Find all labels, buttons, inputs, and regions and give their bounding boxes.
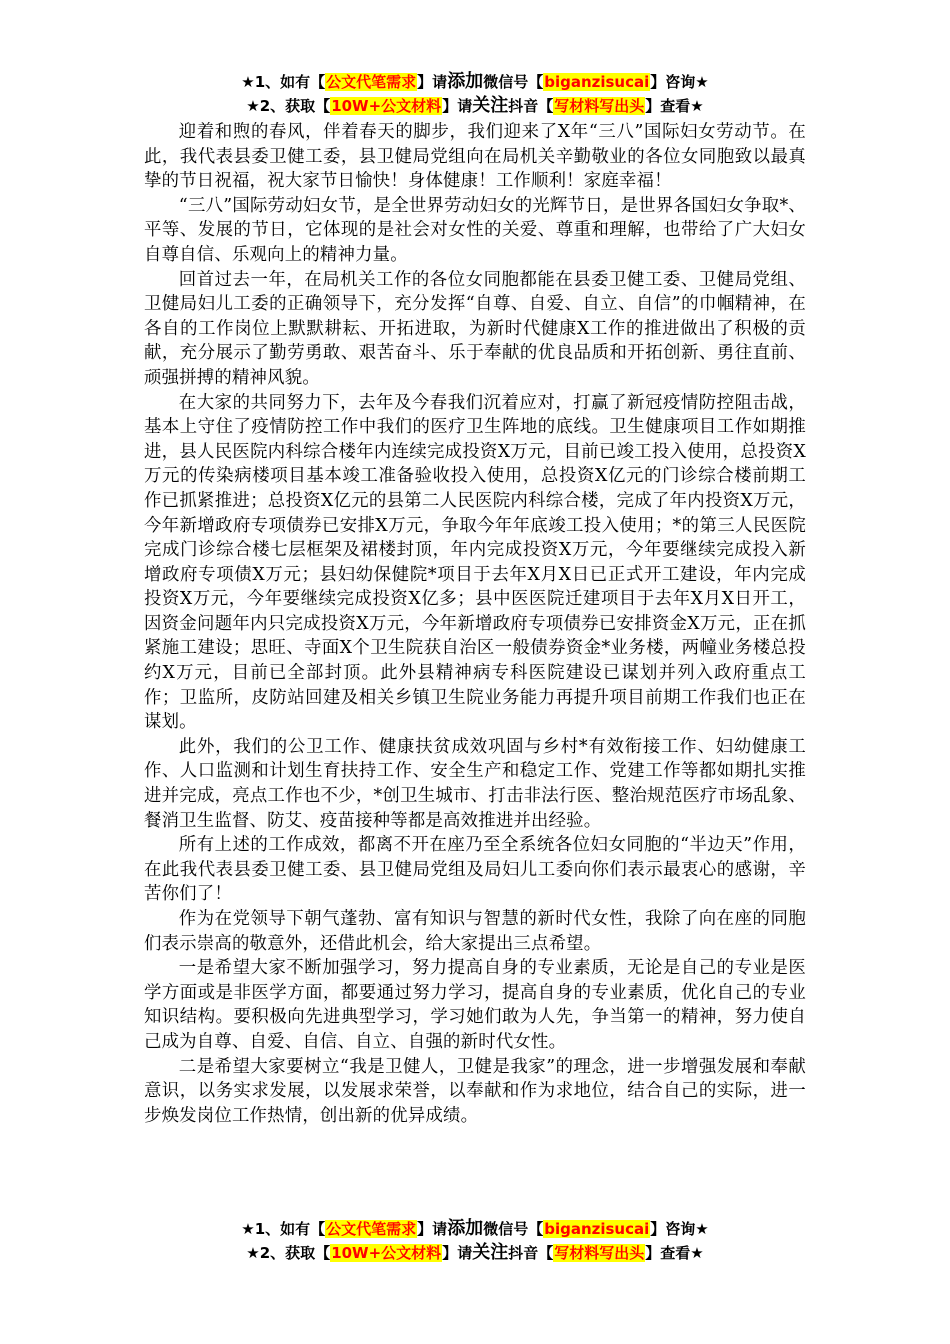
promo-text: ★1、如有【 [241,1220,326,1238]
paragraph: “三八”国际劳动妇女节，是全世界劳动妇女的光辉节日，是世界各国妇女争取*、平等、发展的节日，它体现的是社会对女性的关爱、尊重和理解，也带给了广大妇女自尊自信、乐观向上的精神力量。 [144,195,806,265]
paragraph: 迎着和煦的春风，伴着春天的脚步，我们迎来了X年“三八”国际妇女劳动节。在此，我代表县委卫健工委，县卫健局党组向在局机关辛勤敬业的各位女同胞致以最真挚的节日祝福，祝大家节日愉快！身体健康！工作顺利！家庭幸福！ [144,122,806,192]
promo-text: 抖音【 [508,1244,554,1262]
promo-text: 】请 [442,1244,473,1262]
paragraph: 回首过去一年，在局机关工作的各位女同胞都能在县委卫健工委、卫健局党组、卫健局妇儿工委的正确领导下，充分发挥“自尊、自爱、自立、自信”的巾帼精神，在各自的工作岗位上默默耕耘、开拓进取，为新时代健康X工作的推进做出了积极的贡献，充分展示了勤劳勇敢、艰苦奋斗、乐于奉献的优良品质和开拓创新、勇往直前、顽强拼搏的精神风貌。 [144,269,806,388]
promo-highlight: 公文代笔需求 [326,73,417,91]
promo-text: 】请 [442,97,473,115]
promo-emphasis: 添加 [447,1218,484,1239]
promo-banner-bottom [144,1217,806,1265]
promo-text: 】请 [417,73,448,91]
promo-banner-top [144,70,806,118]
promo-highlight: 公文代笔需求 [326,1220,417,1238]
douyin-id-highlight: 写材料写出头 [554,1244,645,1262]
paragraph: 所有上述的工作成效，都离不开在座乃至全系统各位妇女同胞的“半边天”作用，在此我代表县委卫健工委、县卫健局党组及局妇儿工委向你们表示最衷心的感谢，辛苦你们了！ [144,835,806,905]
wechat-id-highlight: biganzisucai [544,1220,650,1238]
promo-text: ★2、获取【 [246,1244,331,1262]
douyin-id-highlight: 写材料写出头 [554,97,645,115]
promo-text: ★2、获取【 [246,97,331,115]
promo-highlight: 10W+公文材料 [331,1244,442,1262]
promo-text: 】查看★ [645,1244,704,1262]
promo-text: 抖音【 [508,97,554,115]
promo-text: 】请 [417,1220,448,1238]
promo-highlight: 10W+公文材料 [331,97,442,115]
promo-text: 】咨询★ [650,73,709,91]
paragraph: 此外，我们的公卫工作、健康扶贫成效巩固与乡村*有效衔接工作、妇幼健康工作、人口监测和计划生育扶持工作、安全生产和稳定工作、党建工作等都如期扎实推进并完成，亮点工作也不少，*创卫生城市、打击非法行医、整治规范医疗市场乱象、餐消卫生监督、防艾、疫苗接种等都是高效推进并出经验。 [144,736,806,831]
speech-body [144,120,806,1128]
promo-line-2 [144,94,806,118]
promo-line-1 [144,1217,806,1241]
paragraph: 作为在党领导下朝气蓬勃、富有知识与智慧的新时代女性，我除了向在座的同胞们表示崇高的敬意外，还借此机会，给大家提出三点希望。 [144,909,806,954]
promo-emphasis: 关注 [472,1242,509,1263]
promo-text: 微信号【 [483,73,544,91]
promo-text: ★1、如有【 [241,73,326,91]
paragraph: 一是希望大家不断加强学习，努力提高自身的专业素质，无论是自己的专业是医学方面或是非医学方面，都要通过努力学习，提高自身的专业素质，优化自己的专业知识结构。要积极向先进典型学习，学习她们敢为人先，争当第一的精神，努力使自己成为自尊、自爱、自信、自立、自强的新时代女性。 [144,958,806,1052]
paragraph: 在大家的共同努力下，去年及今春我们沉着应对，打赢了新冠疫情防控阻击战，基本上守住了疫情防控工作中我们的医疗卫生阵地的底线。卫生健康项目工作如期推进，县人民医院内科综合楼年内连续完成投资X万元，目前已竣工投入使用，总投资X万元的传染病楼项目基本竣工准备验收投入使用，总投资X亿元的门诊综合楼前期工作已抓紧推进；总投资X亿元的县第二人民医院内科综合楼，完成了年内投资X万元，今年新增政府专项债券已安排X万元，争取今年年底竣工投入使用；*的第三人民医院完成门诊综合楼七层框架及裙楼封顶，年内完成投资X万元，今年要继续完成投入新增政府专项债X万元；县妇幼保健院*项目于去年X月X日已正式开工建设，年内完成投资X万元，今年要继续完成投资X亿多；县中医医院迁建项目于去年X月X日开工，因资金问题年内只完成投资X万元，今年新增政府专项债券已安排资金X万元，正在抓紧施工建设；思旺、寺面X个卫生院获自治区一般债券资金*业务楼，两幢业务楼总投约X万元，目前已全部封顶。此外县精神病专科医院建设已谋划并列入政府重点工作；卫监所，皮防站回建及相关乡镇卫生院业务能力再提升项目前期工作我们也正在谋划。 [144,392,806,733]
paragraph: 二是希望大家要树立“我是卫健人，卫健是我家”的理念，进一步增强发展和奉献意识，以务实求发展，以发展求荣誉，以奉献和作为求地位，结合自己的实际，进一步焕发岗位工作热情，创出新的优异成绩。 [144,1056,806,1126]
promo-emphasis: 关注 [472,95,509,116]
promo-text: 】咨询★ [650,1220,709,1238]
promo-line-2 [144,1241,806,1265]
promo-emphasis: 添加 [447,71,484,92]
promo-line-1 [144,70,806,94]
promo-text: 微信号【 [483,1220,544,1238]
promo-text: 】查看★ [645,97,704,115]
wechat-id-highlight: biganzisucai [544,73,650,91]
